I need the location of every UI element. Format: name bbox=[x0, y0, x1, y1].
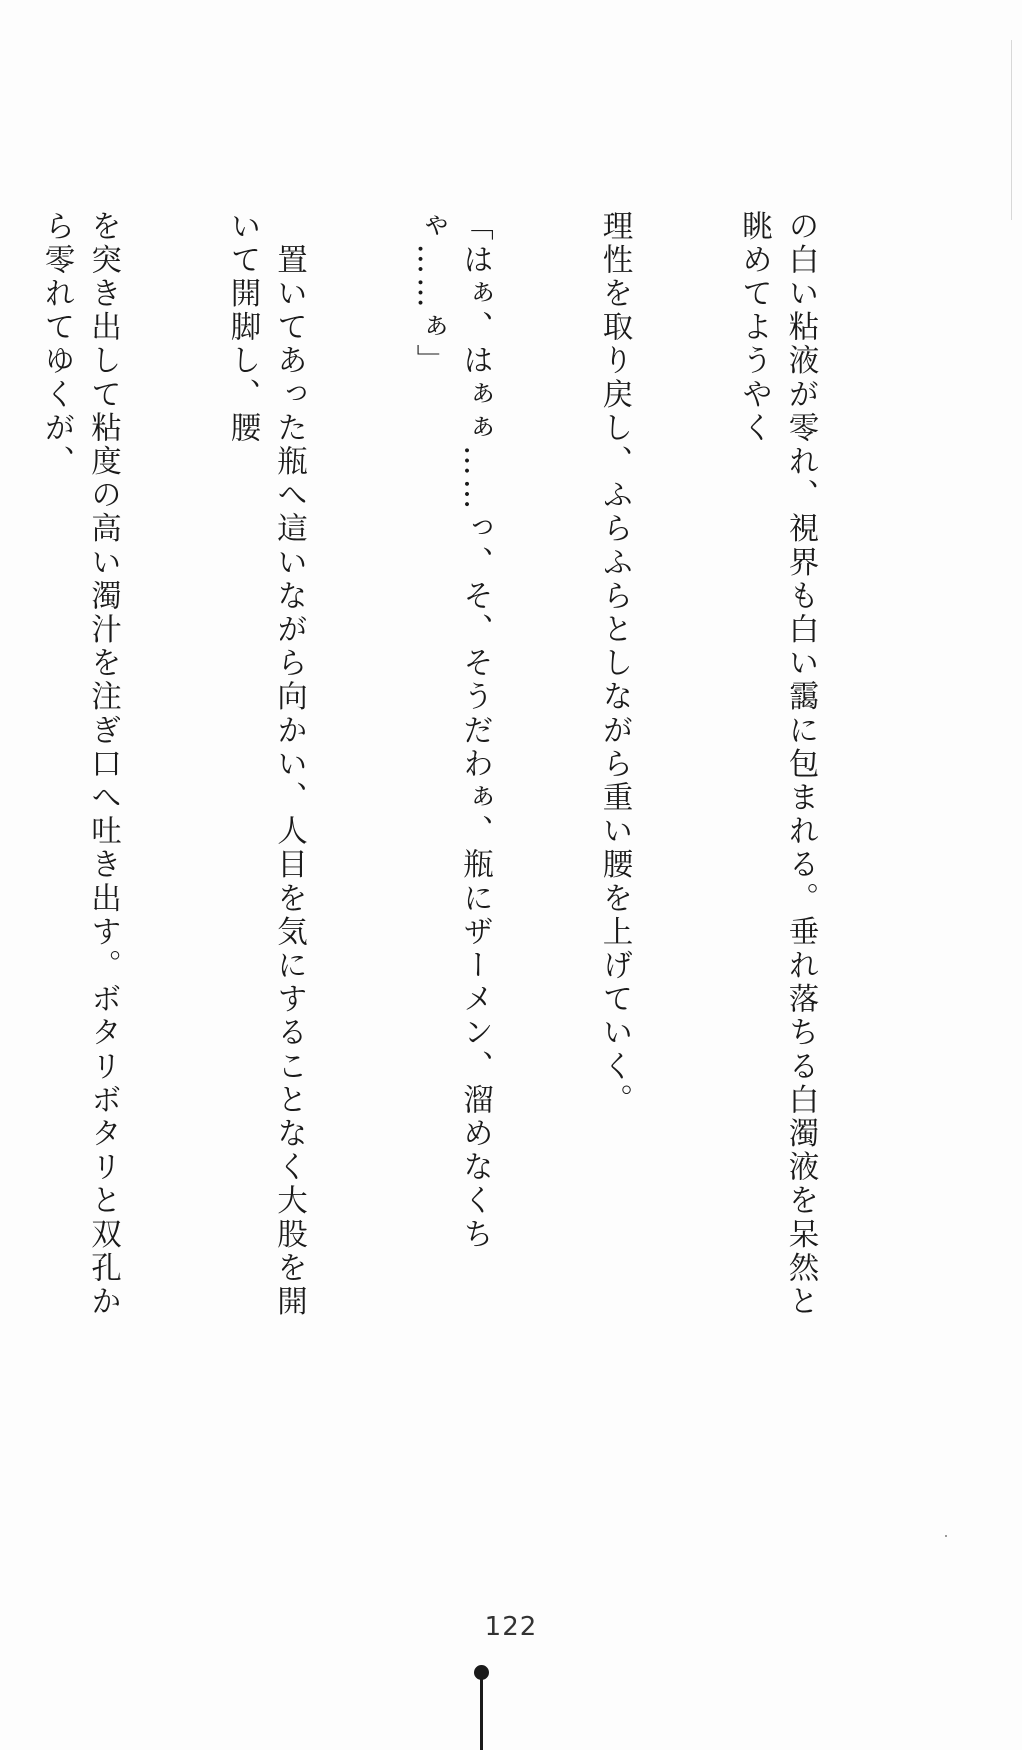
paper-speck bbox=[945, 1535, 947, 1537]
text-line: 理性を取り戻し、ふらふらとしながら重い腰を上げていく。 bbox=[597, 210, 632, 1118]
folio-line-ornament bbox=[480, 1678, 483, 1750]
text-line: を突き出して粘度の高い濁汁を注ぎ口へ吐き出す。ボタリボタリと双孔から零れてゆくが、 bbox=[39, 210, 121, 1319]
text-line: の白い粘液が零れ、視界も白い靄に包まれる。垂れ落ちる白濁液を呆然と眺めてようやく bbox=[736, 210, 818, 1319]
text-line: 置いてあった瓶へ這いながら向かい、人目を気にすることなく大股を開いて開脚し、腰 bbox=[225, 210, 307, 1319]
text-line: 「はぁ、はぁぁ……っ、そ、そうだわぁ、瓶にザーメン、溜めなくちゃ……ぁ」 bbox=[411, 210, 493, 1252]
page-edge-line bbox=[1011, 40, 1012, 220]
page-number: 122 bbox=[484, 1612, 538, 1642]
vertical-body-text bbox=[39, 210, 916, 1340]
